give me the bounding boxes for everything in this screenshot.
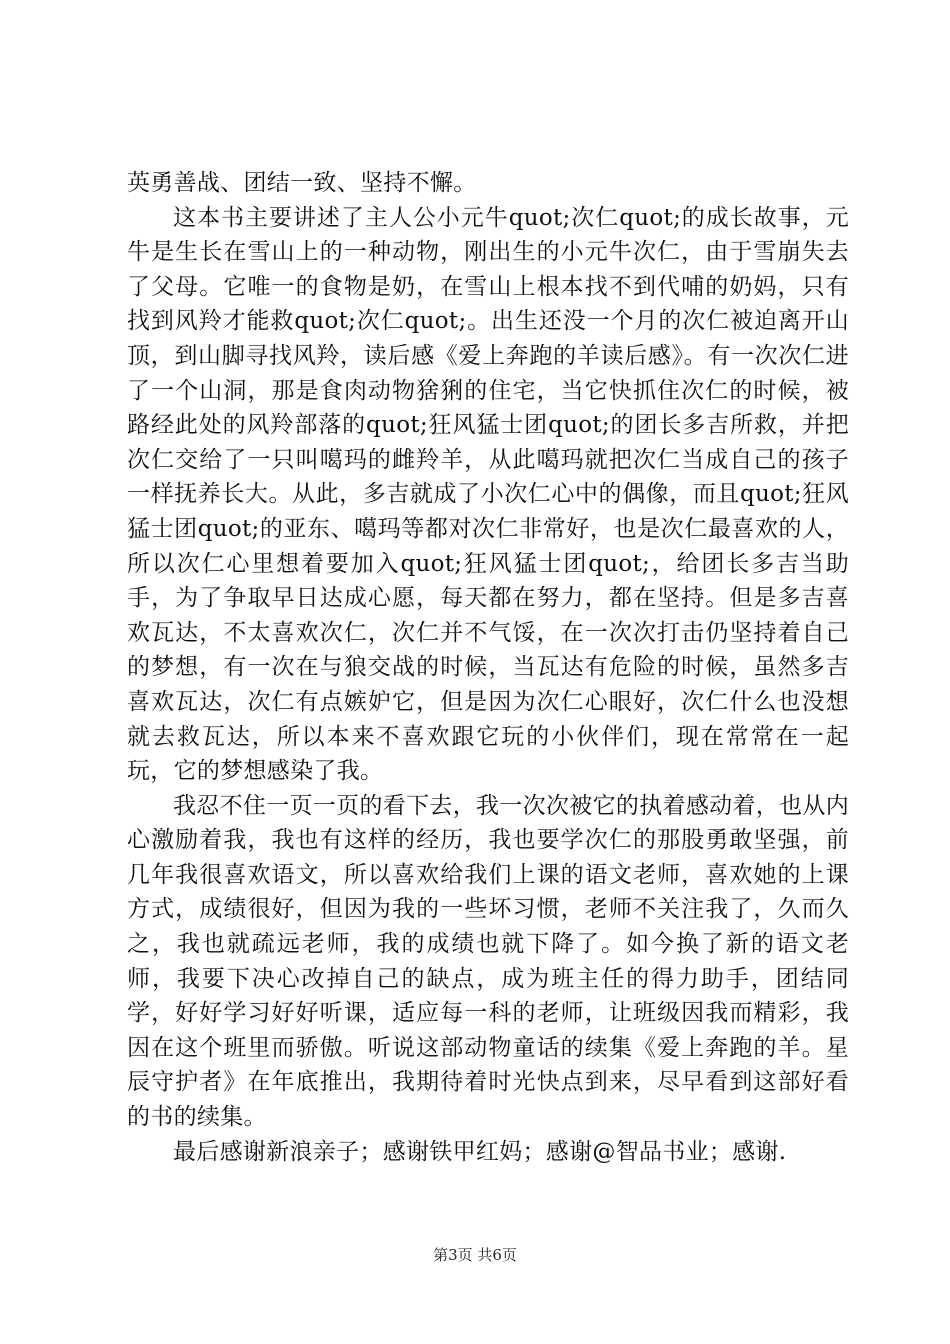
paragraph-1: 英勇善战、团结一致、坚持不懈。 (127, 170, 477, 196)
paragraph-3: 我忍不住一页一页的看下去，我一次次被它的执着感动着，也从内心激励着我，我也有这样的经历，我也要学次仁的那股勇敢坚强，前几年我很喜欢语文，所以喜欢给我们上课的语文老师，喜欢她的上课方式，成绩很好，但因为我的一些坏习惯，老师不关注我了，久而久之，我也就疏远老师，我的成绩也就下降了。如今换了新的语文老师，我要下决心改掉自己的缺点，成为班主任的得力助手，团结同学，好好学习好好听课，适应每一科的老师，让班级因我而精彩，我因在这个班里而骄傲。听说这部动物童话的续集《爱上奔跑的羊。星辰守护者》在年底推出，我期待着时光快点到来，尽早看到这部好看的书的续集。 (127, 792, 849, 1131)
paragraph-2: 这本书主要讲述了主人公小元牛quot;次仁quot;的成长故事，元牛是生长在雪山上的一种动物，刚出生的小元牛次仁，由于雪崩失去了父母。它唯一的食物是奶，在雪山上根本找不到代哺的奶妈，只有找到风羚才能救quot;次仁quot;。出生还没一个月的次仁被迫离开山顶，到山脚寻找风羚，读后感《爱上奔跑的羊读后感》。有一次次仁进了一个山洞，那是食肉动物猞猁的住宅，当它快抓住次仁的时候，被路经此处的风羚部落的quot;狂风猛士团quot;的团长多吉所救，并把次仁交给了一只叫噶玛的雌羚羊，从此噶玛就把次仁当成自己的孩子一样抚养长大。从此，多吉就成了小次仁心中的偶像，而且quot;狂风猛士团quot;的亚东、噶玛等都对次仁非常好，也是次仁最喜欢的人，所以次仁心里想着要加入quot;狂风猛士团quot;，给团长多吉当助手，为了争取早日达成心愿，每天都在努力，都在坚持。但是多吉喜欢瓦达，不太喜欢次仁，次仁并不气馁，在一次次打击仍坚持着自己的梦想，有一次在与狼交战的时候，当瓦达有危险的时候，虽然多吉喜欢瓦达，次仁有点嫉妒它，但是因为次仁心眼好，次仁什么也没想就去救瓦达，所以本来不喜欢跟它玩的小伙伴们，现在常常在一起玩，它的梦想感染了我。 (127, 204, 849, 785)
page-number-footer: 第3页 共6页 (433, 1246, 517, 1264)
document-body (127, 166, 849, 1169)
paragraph-4: 最后感谢新浪亲子；感谢铁甲红妈；感谢@智品书业；感谢. (173, 1138, 787, 1165)
